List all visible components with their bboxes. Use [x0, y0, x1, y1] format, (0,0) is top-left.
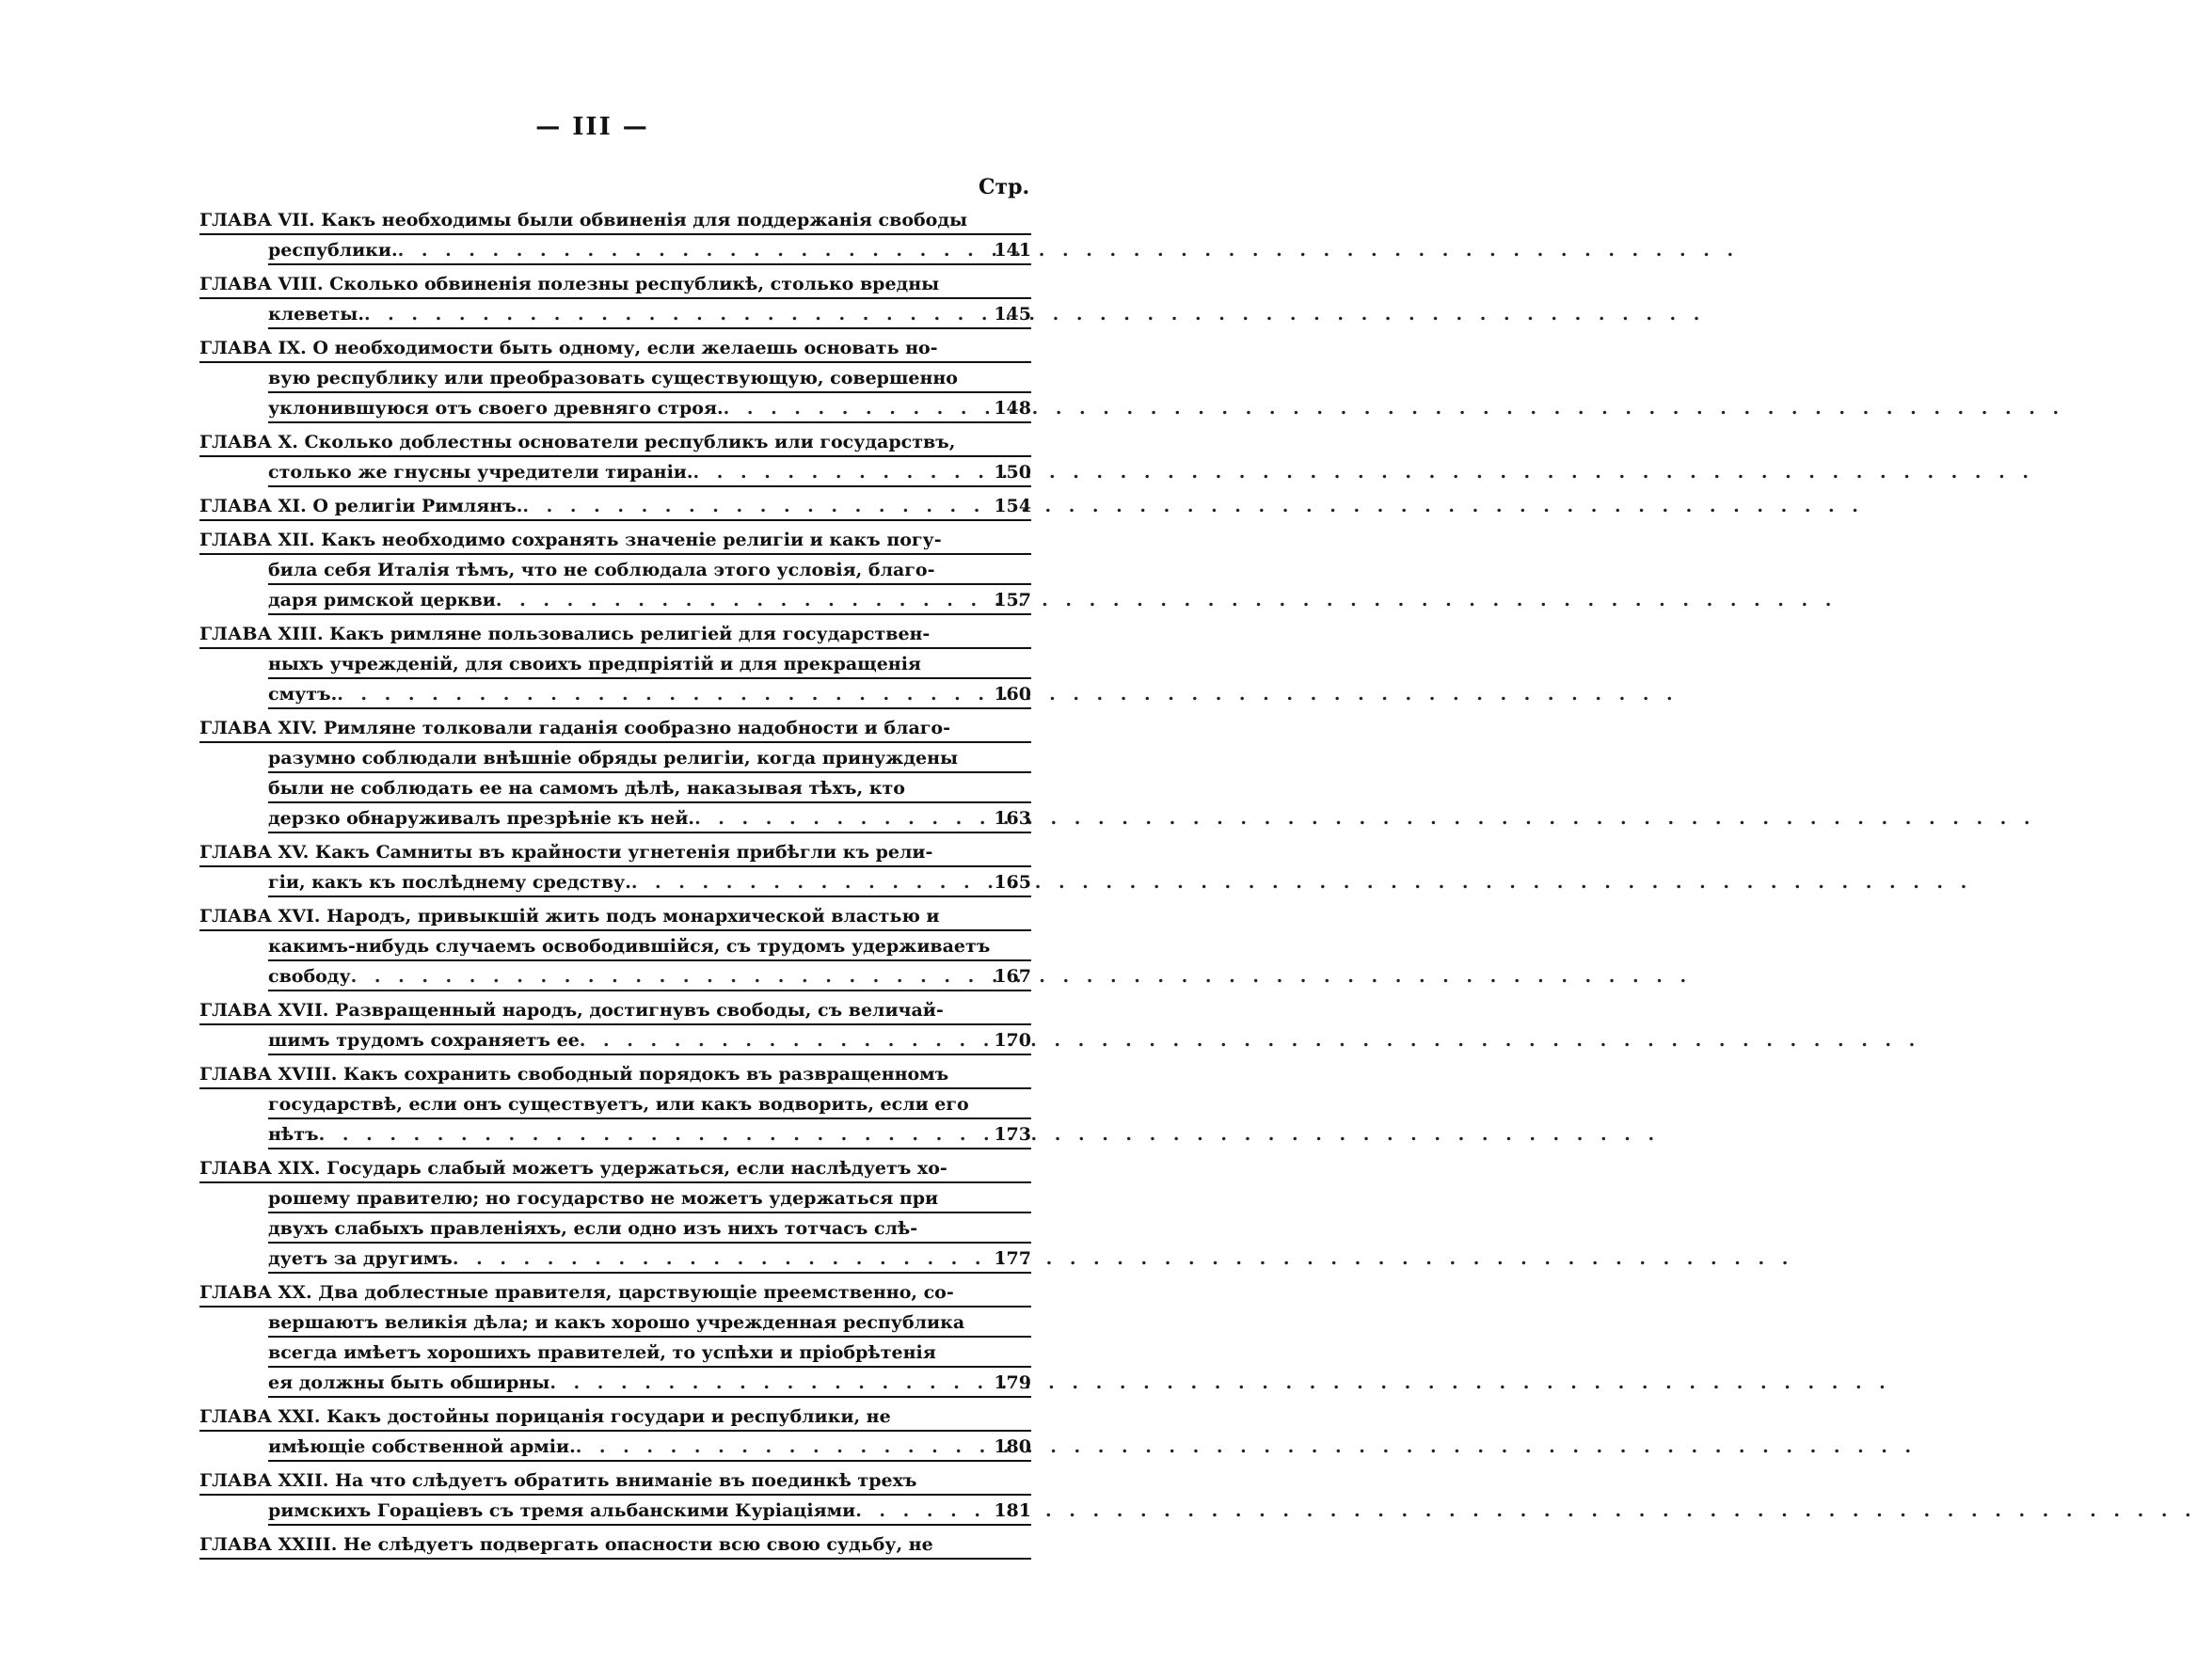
toc-entry-line	[199, 1402, 1031, 1432]
toc-entry	[199, 269, 1031, 329]
toc-entry-text: ГЛАВА XIII. Какъ римляне пользовались религіей для государствен-	[199, 624, 931, 644]
toc-page-number: 179	[994, 1372, 1031, 1393]
toc-entry-line	[268, 235, 1031, 265]
toc-entry	[199, 1466, 1031, 1526]
toc-entry-line	[199, 713, 1031, 743]
toc-entry	[199, 1529, 1031, 1560]
toc-entry-line	[268, 1496, 1031, 1526]
dot-leader	[576, 1434, 989, 1460]
page-number-header: — III —	[535, 113, 649, 141]
toc-entry-text: ныхъ учрежденій, для своихъ предпріятій и для прекращенія	[268, 654, 921, 674]
toc-entry-line	[268, 931, 1031, 961]
toc-entry-text: дерзко обнаруживалъ презрѣніе къ ней.	[268, 808, 695, 829]
toc-entry-line	[268, 1119, 1031, 1149]
toc-entry-text: ГЛАВА XVII. Развращенный народъ, достигнувъ свободы, съ величай-	[199, 1000, 944, 1021]
toc-entry-text: ГЛАВА XI. О религіи Римлянъ.	[199, 496, 523, 516]
toc-entry-line	[199, 269, 1031, 299]
toc-page-number: 170	[994, 1030, 1031, 1051]
toc-entry-line	[199, 995, 1031, 1025]
toc-entry-line	[268, 773, 1031, 803]
toc-page-number: 177	[994, 1248, 1031, 1269]
toc-entry	[199, 837, 1031, 897]
toc-entry	[199, 1059, 1031, 1149]
toc-entry-text: республики.	[268, 240, 398, 261]
toc-entry-line	[199, 1466, 1031, 1496]
toc-entry	[199, 491, 1031, 521]
toc-entry-line	[268, 1183, 1031, 1213]
toc-entry	[199, 333, 1031, 423]
toc-entry-text: смутъ.	[268, 684, 338, 705]
toc-entry	[199, 995, 1031, 1055]
toc-page-number: 160	[994, 684, 1031, 705]
toc-entry-text: разумно соблюдали внѣшніе обряды религіи, когда принуждены	[268, 748, 959, 769]
dot-leader	[522, 493, 988, 519]
toc-entry-line	[268, 679, 1031, 709]
toc-entry-line	[268, 363, 1031, 393]
toc-entry-text: римскихъ Гораціевъ съ тремя альбанскими Куріаціями	[268, 1500, 856, 1521]
toc-entry-text: рошему правителю; но государство не можетъ удержаться при	[268, 1188, 939, 1209]
toc-entry-line	[199, 333, 1031, 363]
toc-page-number: 154	[994, 496, 1031, 516]
toc-entry-line	[199, 427, 1031, 457]
toc-entry-text: нѣтъ	[268, 1124, 319, 1145]
toc-entry-text: ГЛАВА X. Сколько доблестны основатели республикъ или государствъ,	[199, 432, 956, 452]
toc-entry-line	[268, 1368, 1031, 1398]
dot-leader	[351, 963, 989, 990]
toc-entry-text: двухъ слабыхъ правленіяхъ, если одно изъ нихъ тотчасъ слѣ-	[268, 1218, 918, 1239]
dot-leader	[693, 459, 989, 485]
dot-leader	[694, 805, 988, 832]
toc-entry-text: ГЛАВА XVIII. Какъ сохранить свободный порядокъ въ развращенномъ	[199, 1064, 949, 1085]
dot-leader	[496, 587, 988, 613]
toc-entry-text: столько же гнусны учредители тираніи.	[268, 462, 693, 483]
toc-entry-line	[268, 961, 1031, 991]
table-of-contents	[199, 205, 1031, 1563]
toc-entry	[199, 1153, 1031, 1274]
toc-entry-text: ГЛАВА IX. О необходимости быть одному, если желаешь основать но-	[199, 338, 938, 358]
toc-entry-text: вершаютъ великія дѣла; и какъ хорошо учрежденная республика	[268, 1312, 965, 1333]
dot-leader	[319, 1121, 989, 1148]
toc-page-number: 150	[994, 462, 1031, 483]
toc-entry-line	[199, 1529, 1031, 1560]
toc-entry-text: имѣющіе собственной арміи.	[268, 1436, 576, 1457]
toc-entry-text: клеветы.	[268, 304, 364, 325]
dot-leader	[453, 1245, 988, 1272]
toc-entry-line	[268, 649, 1031, 679]
toc-entry-line	[199, 1153, 1031, 1183]
toc-page-number: 180	[994, 1436, 1031, 1457]
toc-entry-text: ея должны быть обширны	[268, 1372, 550, 1393]
toc-page-number: 157	[994, 590, 1031, 610]
dot-leader	[364, 301, 988, 327]
toc-entry	[199, 901, 1031, 991]
toc-entry-line	[268, 1308, 1031, 1338]
toc-entry-line	[268, 1089, 1031, 1119]
toc-entry-line	[268, 299, 1031, 329]
toc-entry-text: ГЛАВА VII. Какъ необходимы были обвиненія для поддержанія свободы	[199, 210, 968, 230]
toc-entry	[199, 205, 1031, 265]
toc-entry-text: гіи, какъ къ послѣднему средству.	[268, 872, 631, 893]
toc-entry-line	[199, 491, 1031, 521]
toc-entry-text: ГЛАВА VIII. Сколько обвиненія полезны республикѣ, столько вредны	[199, 274, 940, 294]
toc-entry-line	[268, 1338, 1031, 1368]
toc-entry-line	[268, 1244, 1031, 1274]
dot-leader	[549, 1370, 988, 1396]
toc-entry-line	[199, 619, 1031, 649]
toc-page-number: 173	[994, 1124, 1031, 1145]
toc-page-number: 163	[994, 808, 1031, 829]
toc-page-number: 165	[994, 872, 1031, 893]
toc-entry-line	[199, 837, 1031, 867]
toc-entry-line	[268, 743, 1031, 773]
toc-entry-text: ГЛАВА XXI. Какъ достойны порицанія государи и республики, не	[199, 1406, 891, 1427]
toc-entry-text: уклонившуюся отъ своего древняго строя.	[268, 398, 724, 419]
toc-entry-text: дуетъ за другимъ	[268, 1248, 453, 1269]
toc-entry-line	[268, 393, 1031, 423]
toc-entry-line	[268, 585, 1031, 615]
toc-entry-line	[268, 867, 1031, 897]
toc-entry-text: ГЛАВА XX. Два доблестные правителя, царствующіе преемственно, со-	[199, 1282, 954, 1303]
toc-entry	[199, 525, 1031, 615]
toc-page-number: 148	[994, 398, 1031, 419]
dot-leader	[398, 237, 989, 263]
toc-entry-text: были не соблюдать ее на самомъ дѣлѣ, наказывая тѣхъ, кто	[268, 778, 905, 799]
toc-entry-line	[268, 1025, 1031, 1055]
toc-entry-line	[199, 1059, 1031, 1089]
dot-leader	[855, 1498, 988, 1524]
toc-entry-text: ГЛАВА XIX. Государь слабый можетъ удержаться, если наслѣдуетъ хо-	[199, 1158, 947, 1179]
dot-leader	[631, 869, 989, 895]
toc-entry-text: ГЛАВА XV. Какъ Самниты въ крайности угнетенія прибѣгли къ рели-	[199, 842, 933, 863]
dot-leader	[337, 681, 988, 707]
toc-page-number: 145	[994, 304, 1031, 325]
toc-entry-text: ГЛАВА XVI. Народъ, привыкшій жить подъ монархической властью и	[199, 906, 940, 927]
toc-entry-text: государствѣ, если онъ существуетъ, или какъ водворить, если его	[268, 1094, 969, 1115]
toc-entry-text: всегда имѣетъ хорошихъ правителей, то успѣхи и пріобрѣтенія	[268, 1342, 936, 1363]
dot-leader	[580, 1027, 989, 1054]
toc-entry	[199, 1402, 1031, 1462]
toc-entry-line	[199, 1277, 1031, 1308]
toc-page-number: 141	[994, 240, 1031, 261]
dot-leader	[724, 395, 989, 421]
toc-entry-line	[199, 525, 1031, 555]
toc-entry-line	[268, 1432, 1031, 1462]
toc-entry-text: свободу	[268, 966, 351, 987]
toc-entry-text: шимъ трудомъ сохраняетъ ее	[268, 1030, 580, 1051]
toc-entry	[199, 713, 1031, 833]
toc-entry-line	[268, 457, 1031, 487]
toc-entry-line	[268, 1213, 1031, 1244]
toc-entry-line	[268, 803, 1031, 833]
toc-entry-text: ГЛАВА XXIII. Не слѣдуетъ подвергать опасности всю свою судьбу, не	[199, 1534, 933, 1555]
toc-entry	[199, 1277, 1031, 1398]
toc-entry-text: вую республику или преобразовать существующую, совершенно	[268, 368, 958, 388]
toc-entry	[199, 427, 1031, 487]
toc-entry-text: ГЛАВА XII. Какъ необходимо сохранять значеніе религіи и какъ погу-	[199, 530, 942, 550]
toc-entry-text: ГЛАВА XXII. На что слѣдуетъ обратить вниманіе въ поединкѣ трехъ	[199, 1470, 917, 1491]
toc-entry-text: какимъ-нибудь случаемъ освободившійся, съ трудомъ удерживаетъ	[268, 936, 991, 957]
page-column-label: Стр.	[979, 175, 1030, 199]
toc-entry	[199, 619, 1031, 709]
toc-entry-text: била себя Италія тѣмъ, что не соблюдала этого условія, благо-	[268, 560, 935, 580]
toc-page-number: 181	[994, 1500, 1031, 1521]
toc-entry-text: даря римской церкви	[268, 590, 496, 610]
toc-entry-line	[268, 555, 1031, 585]
toc-entry-text: ГЛАВА XIV. Римляне толковали гаданія сообразно надобности и благо-	[199, 718, 950, 738]
toc-page-number: 167	[994, 966, 1031, 987]
toc-entry-line	[199, 901, 1031, 931]
toc-entry-line	[199, 205, 1031, 235]
